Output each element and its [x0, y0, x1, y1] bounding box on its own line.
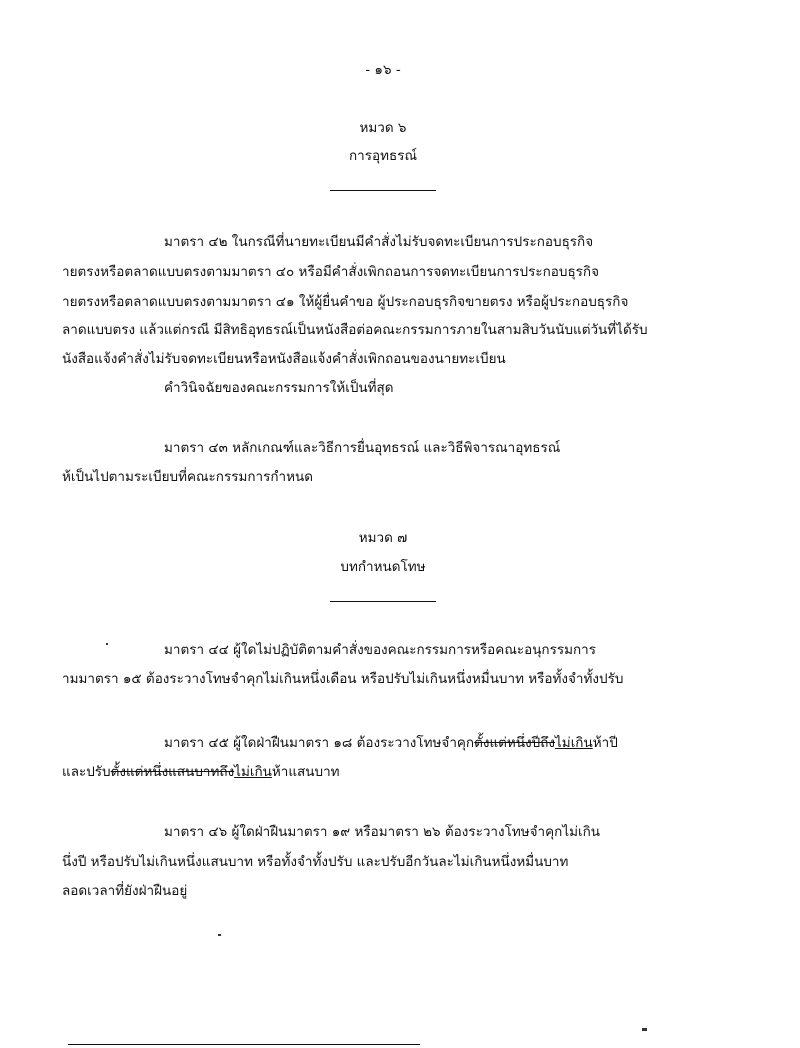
section-44-line-1: มาตรา ๔๔ ผู้ใดไม่ปฏิบัติตามคำสั่งของคณะกรรมการหรือคณะอนุกรรมการ	[164, 642, 597, 658]
chapter-7-heading: หมวด ๗	[358, 530, 408, 546]
section-46-line-3: ลอดเวลาที่ยังฝ่าฝืนอยู่	[62, 883, 188, 899]
section-45-line-2-end: ห้าแสนบาท	[271, 764, 340, 780]
section-46-line-2: นึ่งปี หรือปรับไม่เกินหนึ่งแสนบาท หรือทั้งจำทั้งปรับ และปรับอีกวันละไม่เกินหนึ่งหมื่นบาท	[62, 854, 569, 870]
section-45-line-2-underlined-text: ไม่เกิน	[234, 764, 272, 780]
section-45-line-1	[164, 733, 618, 753]
chapter-6-divider	[330, 190, 436, 191]
section-42-line-4: ลาดแบบตรง แล้วแต่กรณี มีสิทธิอุทธรณ์เป็นหนังสือต่อคณะกรรมการภายในสามสิบวันนับแต่วันที่ได้รับ	[62, 322, 648, 338]
scan-speck	[642, 1028, 647, 1031]
section-44-line-2: ามมาตรา ๑๕ ต้องระวางโทษจำคุกไม่เกินหนึ่งเดือน หรือปรับไม่เกินหนึ่งหมื่นบาท หรือทั้งจำทั้งปรับ	[62, 671, 624, 687]
section-43-line-1: มาตรา ๔๓ หลักเกณฑ์และวิธีการยื่นอุทธรณ์ และวิธีพิจารณาอุทธรณ์	[164, 440, 561, 456]
section-45-line-1-end: ห้าปี	[592, 735, 618, 751]
section-42-line-5: นังสือแจ้งคำสั่งไม่รับจดทะเบียนหรือหนังสือแจ้งคำสั่งเพิกถอนของนายทะเบียน	[62, 351, 506, 367]
section-45-line-1-underlined-text: ไม่เกิน	[555, 735, 593, 751]
chapter-6-heading: หมวด ๖	[359, 120, 407, 136]
chapter-6-title: การอุทธรณ์	[348, 148, 418, 164]
section-42-line-3: ายตรงหรือตลาดแบบตรงตามมาตรา ๔๑ ให้ผู้ยื่นคำขอ ผู้ประกอบธุรกิจขายตรง หรือผู้ประกอบธุรกิจ	[62, 294, 629, 310]
scan-speck	[106, 643, 108, 645]
section-42-line-6: คำวินิจฉัยของคณะกรรมการให้เป็นที่สุด	[164, 380, 394, 396]
section-45-line-2	[62, 762, 340, 782]
section-46-line-1: มาตรา ๔๖ ผู้ใดฝ่าฝืนมาตรา ๑๙ หรือมาตรา ๒๖ ต้องระวางโทษจำคุกไม่เกิน	[164, 824, 601, 840]
chapter-7-title: บทกำหนดโทษ	[340, 559, 426, 575]
section-43-line-2: ห้เป็นไปตามระเบียบที่คณะกรรมการกำหนด	[62, 469, 314, 485]
footnote-divider	[68, 1044, 420, 1045]
section-42-line-2: ายตรงหรือตลาดแบบตรงตามมาตรา ๔๐ หรือมีคำสั่งเพิกถอนการจดทะเบียนการประกอบธุรกิจ	[62, 264, 600, 280]
section-42-line-1: มาตรา ๔๒ ในกรณีที่นายทะเบียนมีคำสั่งไม่รับจดทะเบียนการประกอบธุรกิจ	[164, 234, 594, 250]
scan-speck	[218, 934, 221, 936]
section-45-line-1-text: มาตรา ๔๕ ผู้ใดฝ่าฝืนมาตรา ๑๘ ต้องระวางโทษจำคุก	[164, 735, 475, 751]
chapter-7-divider	[330, 601, 436, 602]
section-45-line-2-struck-text: ตั้งแต่หนึ่งแสนบาทถึง	[110, 764, 235, 780]
page-number: - ๑๖ -	[365, 62, 401, 78]
section-45-line-1-struck-text: ตั้งแต่หนึ่งปีถึง	[474, 735, 555, 751]
section-45-line-2-text: และปรับ	[62, 764, 111, 780]
